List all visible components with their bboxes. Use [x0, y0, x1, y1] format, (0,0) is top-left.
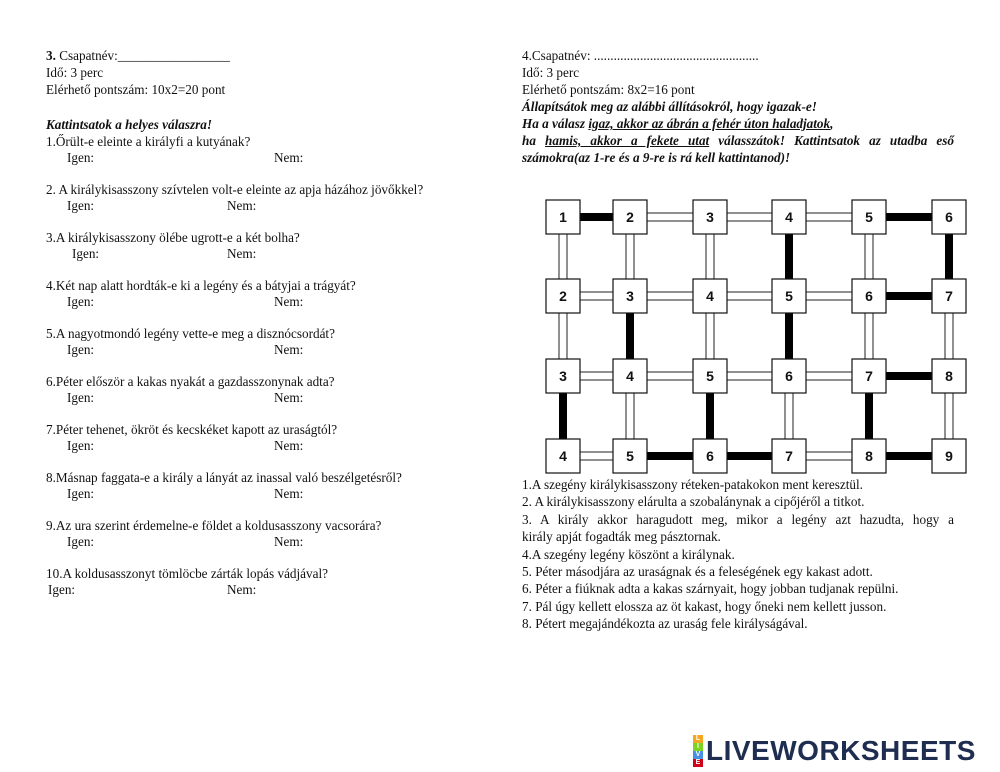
instruction-line-1: Állapítsátok meg az alábbi állításokról, hogy igazak-e! — [522, 99, 817, 114]
black-road-h-0-0 — [580, 213, 613, 221]
answer-yes-7[interactable]: Igen: — [67, 438, 95, 453]
statement-8: 7. Pál úgy kellett elossza az öt kakast, hogy őneki nem kellett jusson. — [522, 598, 887, 614]
black-road-v-0-3 — [785, 234, 793, 279]
answer-no-7[interactable]: Nem: — [274, 438, 304, 453]
white-road-h-2-2 — [727, 372, 772, 380]
answer-no-10[interactable]: Nem: — [227, 582, 257, 597]
white-road-v-1-0 — [559, 313, 567, 359]
grid-node-label-0-1[interactable]: 2 — [626, 209, 634, 225]
answer-yes-2[interactable]: Igen: — [67, 198, 95, 213]
logo-cube-e: E — [693, 759, 703, 767]
statement-7: 6. Péter a fiúknak adta a kakas szárnyait, hogy jobban tudjanak repülni. — [522, 581, 899, 597]
answer-yes-5[interactable]: Igen: — [67, 342, 95, 357]
question-8: 8.Másnap faggata-e a király a lányát az inassal való beszélgetésről? — [46, 470, 402, 485]
statement-1: 1.A szegény királykisasszony réteken-patakokon ment keresztül. — [522, 477, 863, 492]
grid-node-label-1-0[interactable]: 2 — [559, 288, 567, 304]
statement-3: 3. A király akkor haragudott meg, mikor a legény azt hazudta, hogy a — [522, 511, 954, 527]
white-road-h-3-0 — [580, 452, 613, 460]
answer-yes-8[interactable]: Igen: — [67, 486, 95, 501]
grid-node-label-1-4[interactable]: 6 — [865, 288, 873, 304]
white-road-h-1-3 — [806, 292, 852, 300]
white-road-h-1-2 — [727, 292, 772, 300]
instruction-line-4: számokra(az 1-re és a 9-re is rá kell kattintanod)! — [522, 150, 791, 165]
answer-no-4[interactable]: Nem: — [274, 294, 304, 309]
black-road-h-1-4 — [886, 292, 932, 300]
answer-no-8[interactable]: Nem: — [274, 486, 304, 501]
grid-node-label-2-2[interactable]: 5 — [706, 368, 714, 384]
grid-node-label-2-0[interactable]: 3 — [559, 368, 567, 384]
black-road-h-3-2 — [727, 452, 772, 460]
white-road-v-0-2 — [706, 234, 714, 279]
right-time: Idő: 3 perc — [522, 65, 580, 80]
instruction-line-2a: Ha a válasz — [522, 116, 589, 131]
answer-yes-9[interactable]: Igen: — [67, 534, 95, 549]
grid-node-label-0-0[interactable]: 1 — [559, 209, 567, 225]
white-road-h-2-3 — [806, 372, 852, 380]
question-5: 5.A nagyotmondó legény vette-e meg a disznócsordát? — [46, 326, 335, 341]
right-points: Elérhető pontszám: 8x2=16 pont — [522, 82, 695, 97]
question-6: 6.Péter először a kakas nyakát a gazdasszonynak adta? — [46, 374, 335, 389]
instruction-line-3a: ha — [522, 133, 546, 148]
grid-node-label-0-5[interactable]: 6 — [945, 209, 953, 225]
white-road-h-0-3 — [806, 213, 852, 221]
grid-node-label-3-0[interactable]: 4 — [559, 448, 567, 464]
statement-9: 8. Pétert megajándékozta az uraság fele királyságával. — [522, 616, 808, 632]
black-road-v-2-4 — [865, 393, 873, 439]
question-3: 3.A királykisasszony ölébe ugrott-e a két bolha? — [46, 230, 300, 245]
answer-no-9[interactable]: Nem: — [274, 534, 304, 549]
statement-2: 2. A királykisasszony elárulta a szobalánynak a cipőjéről a titkot. — [522, 494, 865, 510]
black-road-v-0-5 — [945, 234, 953, 279]
right-team: 4.Csapatnév: .................................................. — [522, 48, 759, 63]
logo-cube-i: I — [693, 743, 703, 751]
black-road-h-3-4 — [886, 452, 932, 460]
black-road-v-2-0 — [559, 393, 567, 439]
statement-4: király apját fogadták meg pásztornak. — [522, 529, 721, 545]
grid-node-label-3-1[interactable]: 5 — [626, 448, 634, 464]
logo-cube-l: L — [693, 735, 703, 743]
white-road-h-1-0 — [580, 292, 613, 300]
left-team-label: Csapatnév:_________________ — [55, 48, 230, 63]
question-1: 1.Őrült-e eleinte a királyfi a kutyának? — [46, 134, 251, 149]
statement-6: 5. Péter másodjára az uraságnak és a feleségének egy kakast adott. — [522, 564, 873, 579]
answer-no-1[interactable]: Nem: — [274, 150, 304, 165]
instruction-line-2b: , — [830, 116, 834, 131]
black-road-v-2-2 — [706, 393, 714, 439]
white-road-h-3-3 — [806, 452, 852, 460]
left-header-number: 3. — [46, 48, 56, 63]
logo-text: LIVEWORKSHEETS — [706, 735, 976, 766]
statement-5: 4.A szegény legény köszönt a királynak. — [522, 546, 735, 562]
answer-yes-10[interactable]: Igen: — [48, 582, 76, 597]
question-2: 2. A királykisasszony szívtelen volt-e eleinte az apja házához jövőkkel? — [46, 182, 424, 197]
instruction-line-2u: igaz, akkor az ábrán a fehér úton haladjatok — [588, 116, 831, 131]
white-road-v-1-2 — [706, 313, 714, 359]
grid-node-label-2-3[interactable]: 6 — [785, 368, 793, 384]
grid-node-label-1-5[interactable]: 7 — [945, 288, 953, 304]
grid-node-label-2-4[interactable]: 7 — [865, 368, 873, 384]
left-instruction: Kattintsatok a helyes válaszra! — [46, 117, 212, 132]
white-road-v-2-3 — [785, 393, 793, 439]
liveworksheets-logo — [693, 733, 976, 769]
grid-node-label-0-3[interactable]: 4 — [785, 209, 793, 225]
black-road-h-0-4 — [886, 213, 932, 221]
grid-node-label-0-2[interactable]: 3 — [706, 209, 714, 225]
grid-node-label-1-1[interactable]: 3 — [626, 288, 634, 304]
grid-node-label-0-4[interactable]: 5 — [865, 209, 873, 225]
instruction-line-3u: hamis, akkor a fekete utat — [545, 133, 710, 148]
grid-node-label-2-1[interactable]: 4 — [626, 368, 634, 384]
black-road-h-3-1 — [647, 452, 693, 460]
answer-yes-6[interactable]: Igen: — [67, 390, 95, 405]
white-road-v-1-5 — [945, 313, 953, 359]
grid-node-label-1-3[interactable]: 5 — [785, 288, 793, 304]
left-points: Elérhető pontszám: 10x2=20 pont — [46, 82, 226, 97]
question-7: 7.Péter tehenet, ökröt és kecskéket kapott az uraságtól? — [46, 422, 338, 437]
white-road-v-2-5 — [945, 393, 953, 439]
question-4: 4.Két nap alatt hordták-e ki a legény és a bátyjai a trágyát? — [46, 278, 356, 293]
grid-node-label-3-2[interactable]: 6 — [706, 448, 714, 464]
question-9: 9.Az ura szerint érdemelne-e földet a koldusasszony vacsorára? — [46, 518, 382, 533]
grid-node-label-1-2[interactable]: 4 — [706, 288, 714, 304]
white-road-h-0-2 — [727, 213, 772, 221]
grid-node-label-3-4[interactable]: 8 — [865, 448, 873, 464]
white-road-v-0-1 — [626, 234, 634, 279]
answer-no-6[interactable]: Nem: — [274, 390, 304, 405]
question-10: 10.A koldusasszonyt tömlöcbe zárták lopás vádjával? — [46, 566, 328, 581]
answer-yes-4[interactable]: Igen: — [67, 294, 95, 309]
answer-no-3[interactable]: Nem: — [227, 246, 257, 261]
white-road-v-0-0 — [559, 234, 567, 279]
answer-no-2[interactable]: Nem: — [227, 198, 257, 213]
left-time: Idő: 3 perc — [46, 65, 104, 80]
black-road-v-1-1 — [626, 313, 634, 359]
black-road-v-1-3 — [785, 313, 793, 359]
answer-yes-1[interactable]: Igen: — [67, 150, 95, 165]
white-road-h-0-1 — [647, 213, 693, 221]
grid-node-label-3-5[interactable]: 9 — [945, 448, 953, 464]
white-road-h-2-0 — [580, 372, 613, 380]
instruction-line-3b: válasszátok! Kattintsatok az utadba eső — [709, 133, 954, 148]
grid-node-label-3-3[interactable]: 7 — [785, 448, 793, 464]
white-road-v-2-1 — [626, 393, 634, 439]
white-road-v-0-4 — [865, 234, 873, 279]
answer-yes-3[interactable]: Igen: — [72, 246, 100, 261]
answer-no-5[interactable]: Nem: — [274, 342, 304, 357]
logo-cubes — [693, 735, 703, 767]
white-road-h-2-1 — [647, 372, 693, 380]
white-road-h-1-1 — [647, 292, 693, 300]
logo-cube-v: V — [693, 751, 703, 759]
white-road-v-1-4 — [865, 313, 873, 359]
grid-node-label-2-5[interactable]: 8 — [945, 368, 953, 384]
black-road-h-2-4 — [886, 372, 932, 380]
